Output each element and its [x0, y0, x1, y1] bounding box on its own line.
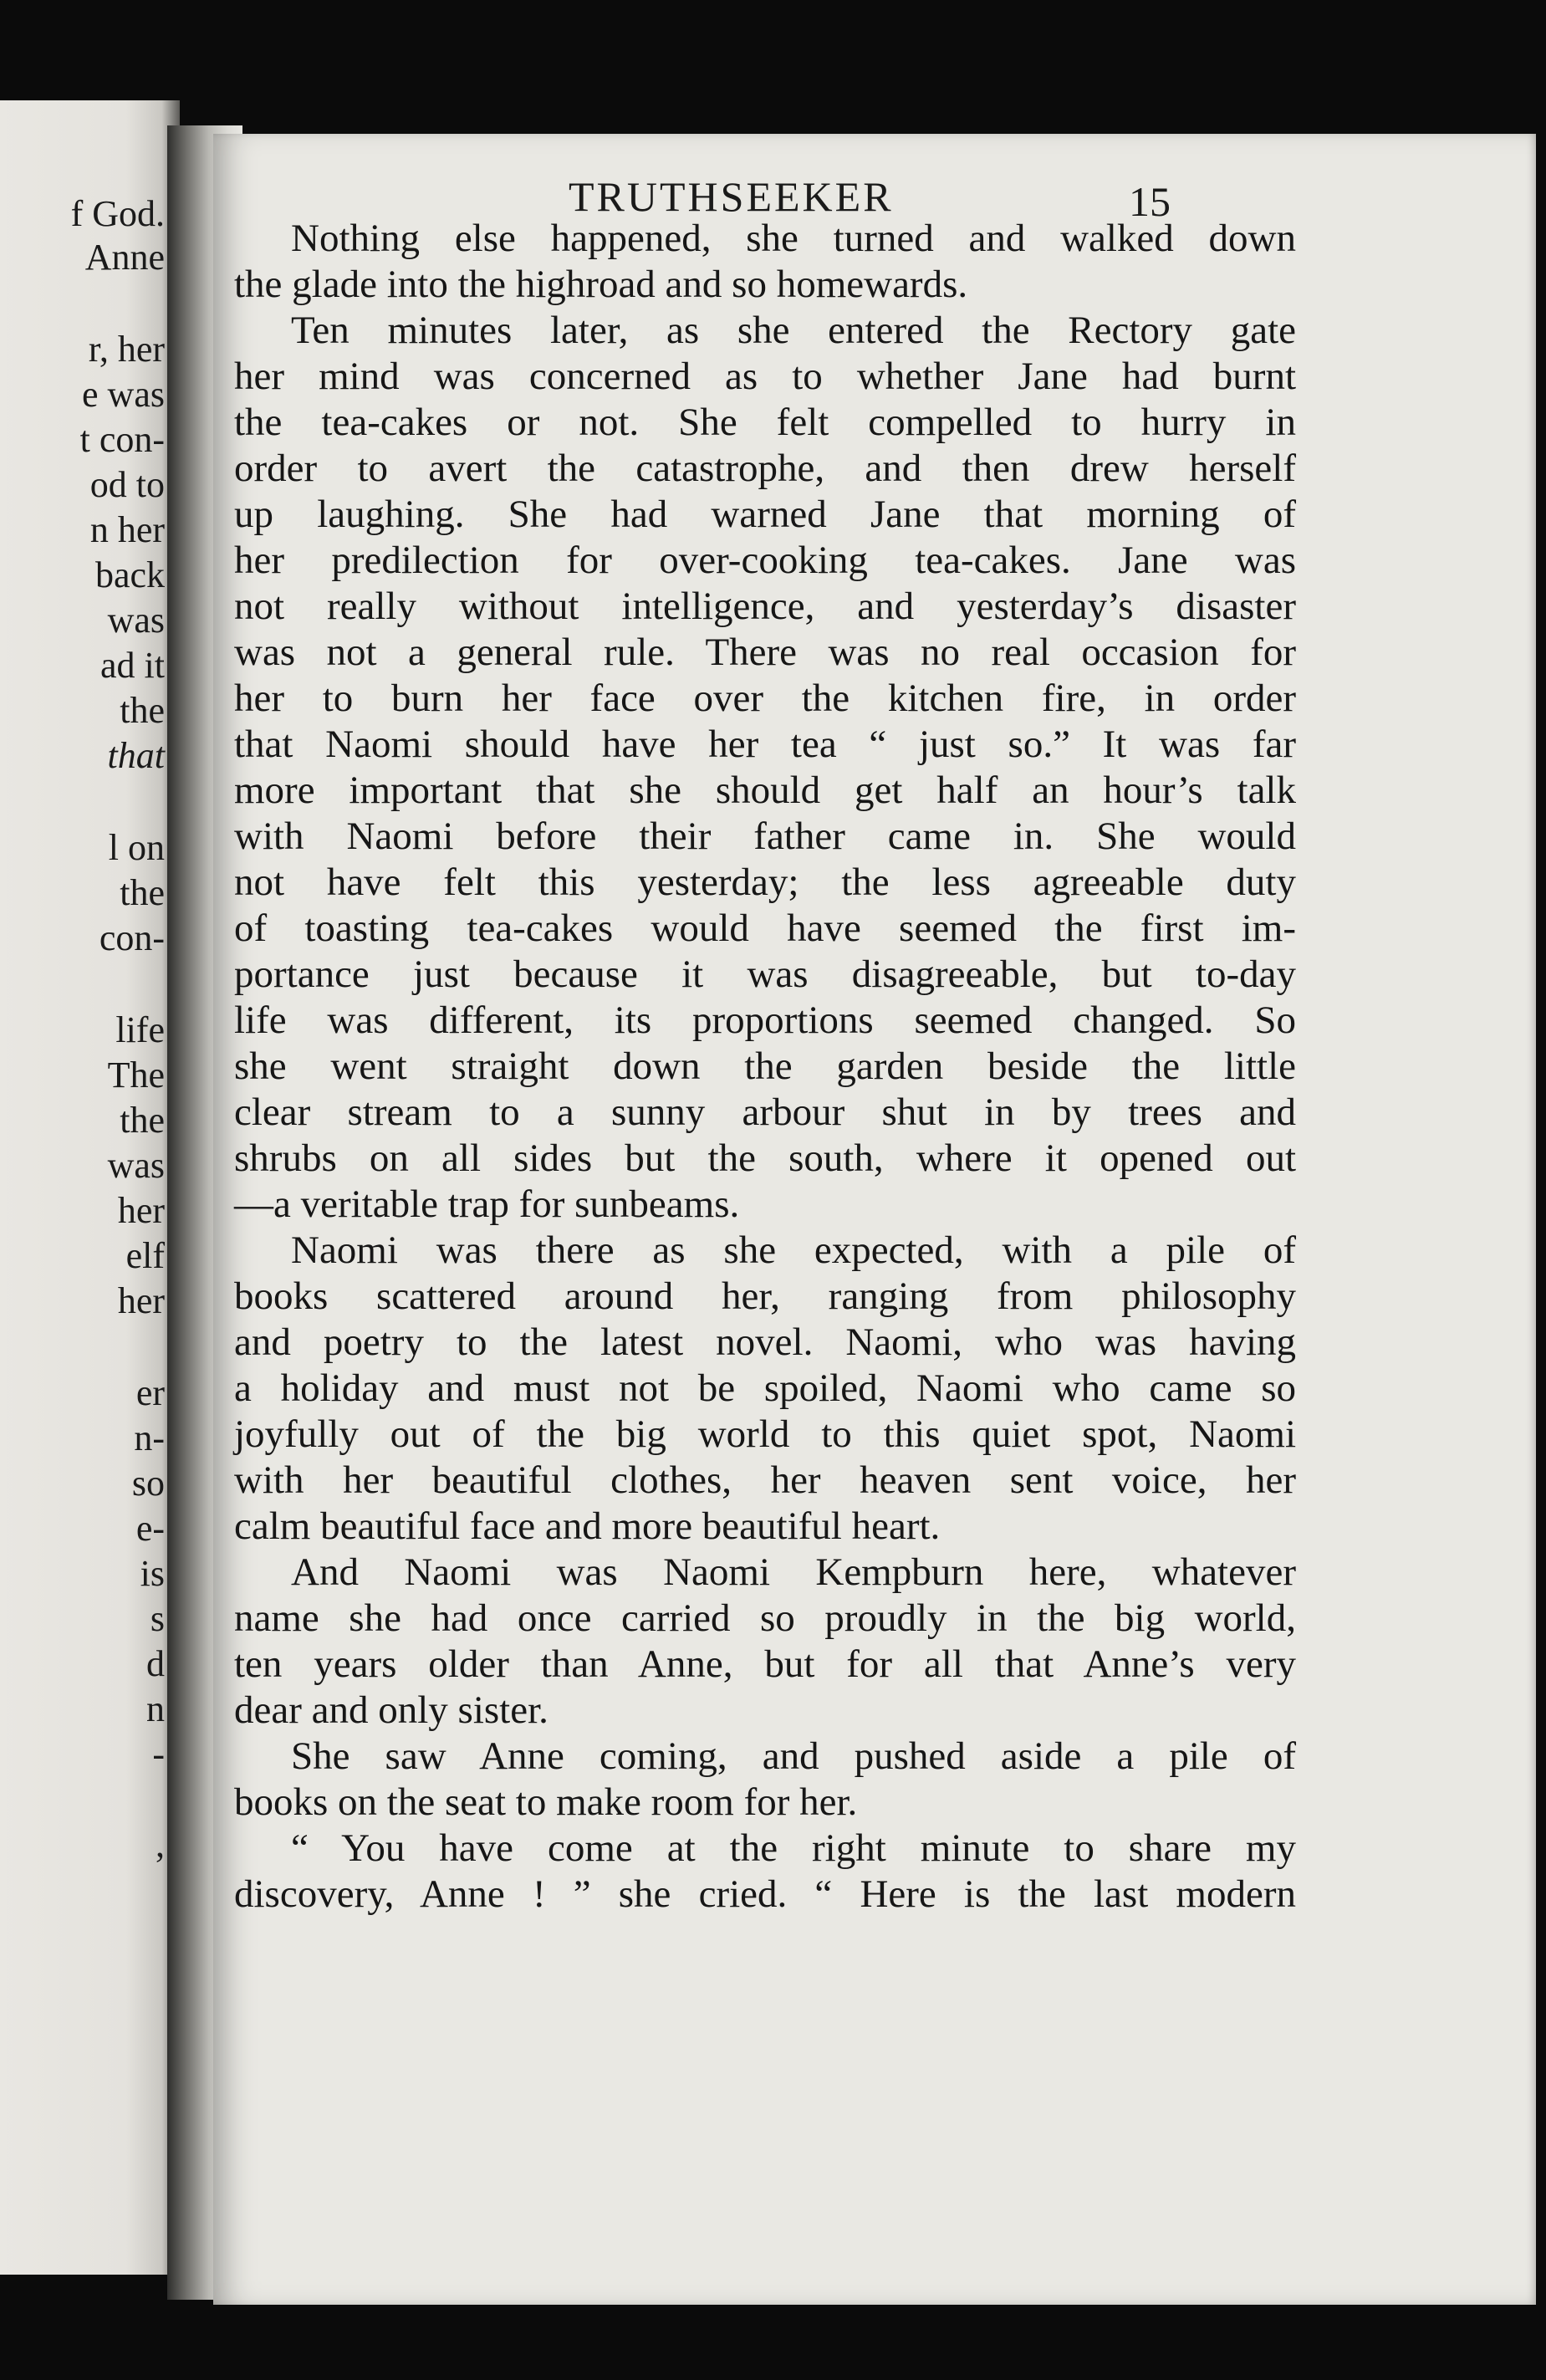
- running-title: TRUTHSEEKER: [569, 173, 894, 220]
- text-line: discovery, Anne ! ” she cried. “ Here is the last modern: [234, 1872, 1296, 1916]
- text-line: not really without intelligence, and yesterday’s disaster: [234, 585, 1296, 628]
- text-line: Nothing else happened, she turned and walked down: [291, 217, 1296, 260]
- text-line: joyfully out of the big world to this quiet spot, Naomi: [234, 1412, 1296, 1456]
- text-line: she went straight down the garden beside the little: [234, 1044, 1296, 1088]
- text-line: shrubs on all sides but the south, where it opened out: [234, 1136, 1296, 1180]
- text-line: of toasting tea-cakes would have seemed the first im-: [234, 907, 1296, 950]
- text-line: life was different, its proportions seemed changed. So: [234, 998, 1296, 1042]
- text-line: order to avert the catastrophe, and then drew herself: [234, 447, 1296, 490]
- left-page-line: is: [140, 1553, 165, 1594]
- text-line: that Naomi should have her tea “ just so.” It was far: [234, 723, 1296, 766]
- left-page-line: the: [120, 1100, 165, 1141]
- text-line: books on the seat to make room for her.: [234, 1780, 858, 1824]
- text-line: the glade into the highroad and so homewards.: [234, 263, 968, 306]
- left-page-line: n: [146, 1688, 165, 1729]
- text-line: clear stream to a sunny arbour shut in by trees and: [234, 1090, 1296, 1134]
- left-page-line: back: [94, 554, 165, 595]
- left-page-line: life: [115, 1009, 165, 1050]
- text-line: name she had once carried so proudly in the big world,: [234, 1596, 1296, 1640]
- text-line: calm beautiful face and more beautiful heart.: [234, 1504, 941, 1548]
- left-page-line: was: [107, 600, 165, 641]
- left-page-line: -: [152, 1734, 165, 1775]
- left-page-line: od to: [89, 464, 165, 505]
- left-page-line: was: [107, 1145, 165, 1186]
- left-page-line: so: [131, 1463, 165, 1504]
- text-line: —a veritable trap for sunbeams.: [234, 1182, 740, 1226]
- text-line: was not a general rule. There was no real occasion for: [234, 631, 1296, 674]
- left-page-line: con-: [99, 917, 165, 958]
- left-page-line: r, her: [88, 329, 165, 370]
- left-page-line: f God.: [70, 193, 165, 234]
- left-page-line: e was: [82, 374, 165, 415]
- text-line: her predilection for over-cooking tea-cakes. Jane was: [234, 539, 1296, 582]
- left-page-line: the: [120, 872, 165, 913]
- text-line: And Naomi was Naomi Kempburn here, whatever: [291, 1550, 1296, 1594]
- text-line: Ten minutes later, as she entered the Rectory gate: [291, 309, 1296, 352]
- text-line: ten years older than Anne, but for all that Anne’s very: [234, 1642, 1296, 1686]
- left-page-line: ad it: [100, 645, 165, 686]
- running-head: [368, 171, 1171, 225]
- left-page-line: er: [135, 1372, 165, 1413]
- left-page-line: her: [117, 1190, 165, 1231]
- text-line: up laughing. She had warned Jane that morning of: [234, 493, 1296, 536]
- text-line: more important that she should get half an hour’s talk: [234, 769, 1296, 812]
- text-line: with her beautiful clothes, her heaven sent voice, her: [234, 1458, 1296, 1502]
- page-number: 15: [1129, 178, 1171, 225]
- text-line: the tea-cakes or not. She felt compelled to hurry in: [234, 401, 1296, 444]
- text-line: portance just because it was disagreeable, but to-day: [234, 953, 1296, 996]
- left-page-line: Anne: [84, 237, 165, 278]
- left-page-line: the: [120, 690, 165, 731]
- left-page-line: elf: [125, 1235, 165, 1276]
- text-line: Naomi was there as she expected, with a pile of: [291, 1228, 1296, 1272]
- left-page-line: that: [107, 735, 165, 776]
- left-page-line: her: [117, 1280, 165, 1321]
- text-line: her mind was concerned as to whether Jane had burnt: [234, 355, 1296, 398]
- text-line: She saw Anne coming, and pushed aside a pile of: [291, 1734, 1296, 1778]
- left-page-line: t con-: [79, 419, 165, 460]
- left-page-line: e-: [135, 1508, 165, 1549]
- text-line: a holiday and must not be spoiled, Naomi who came so: [234, 1366, 1296, 1410]
- text-line: not have felt this yesterday; the less agreeable duty: [234, 861, 1296, 904]
- left-page-line: n-: [134, 1417, 165, 1458]
- left-page-line: n her: [89, 509, 165, 550]
- left-page-line: The: [107, 1055, 165, 1096]
- left-page-line: l on: [108, 827, 165, 868]
- text-line: “ You have come at the right minute to share my: [291, 1826, 1296, 1870]
- text-line: her to burn her face over the kitchen fire, in order: [234, 677, 1296, 720]
- body-text: [234, 216, 1296, 1918]
- left-page-line: ,: [156, 1824, 165, 1865]
- text-line: books scattered around her, ranging from philosophy: [234, 1274, 1296, 1318]
- left-page-fragment: [0, 100, 180, 2275]
- text-line: with Naomi before their father came in. She would: [234, 815, 1296, 858]
- text-line: and poetry to the latest novel. Naomi, who was having: [234, 1320, 1296, 1364]
- left-page-line: s: [150, 1598, 165, 1639]
- left-page-line: d: [146, 1643, 165, 1684]
- text-line: dear and only sister.: [234, 1688, 548, 1732]
